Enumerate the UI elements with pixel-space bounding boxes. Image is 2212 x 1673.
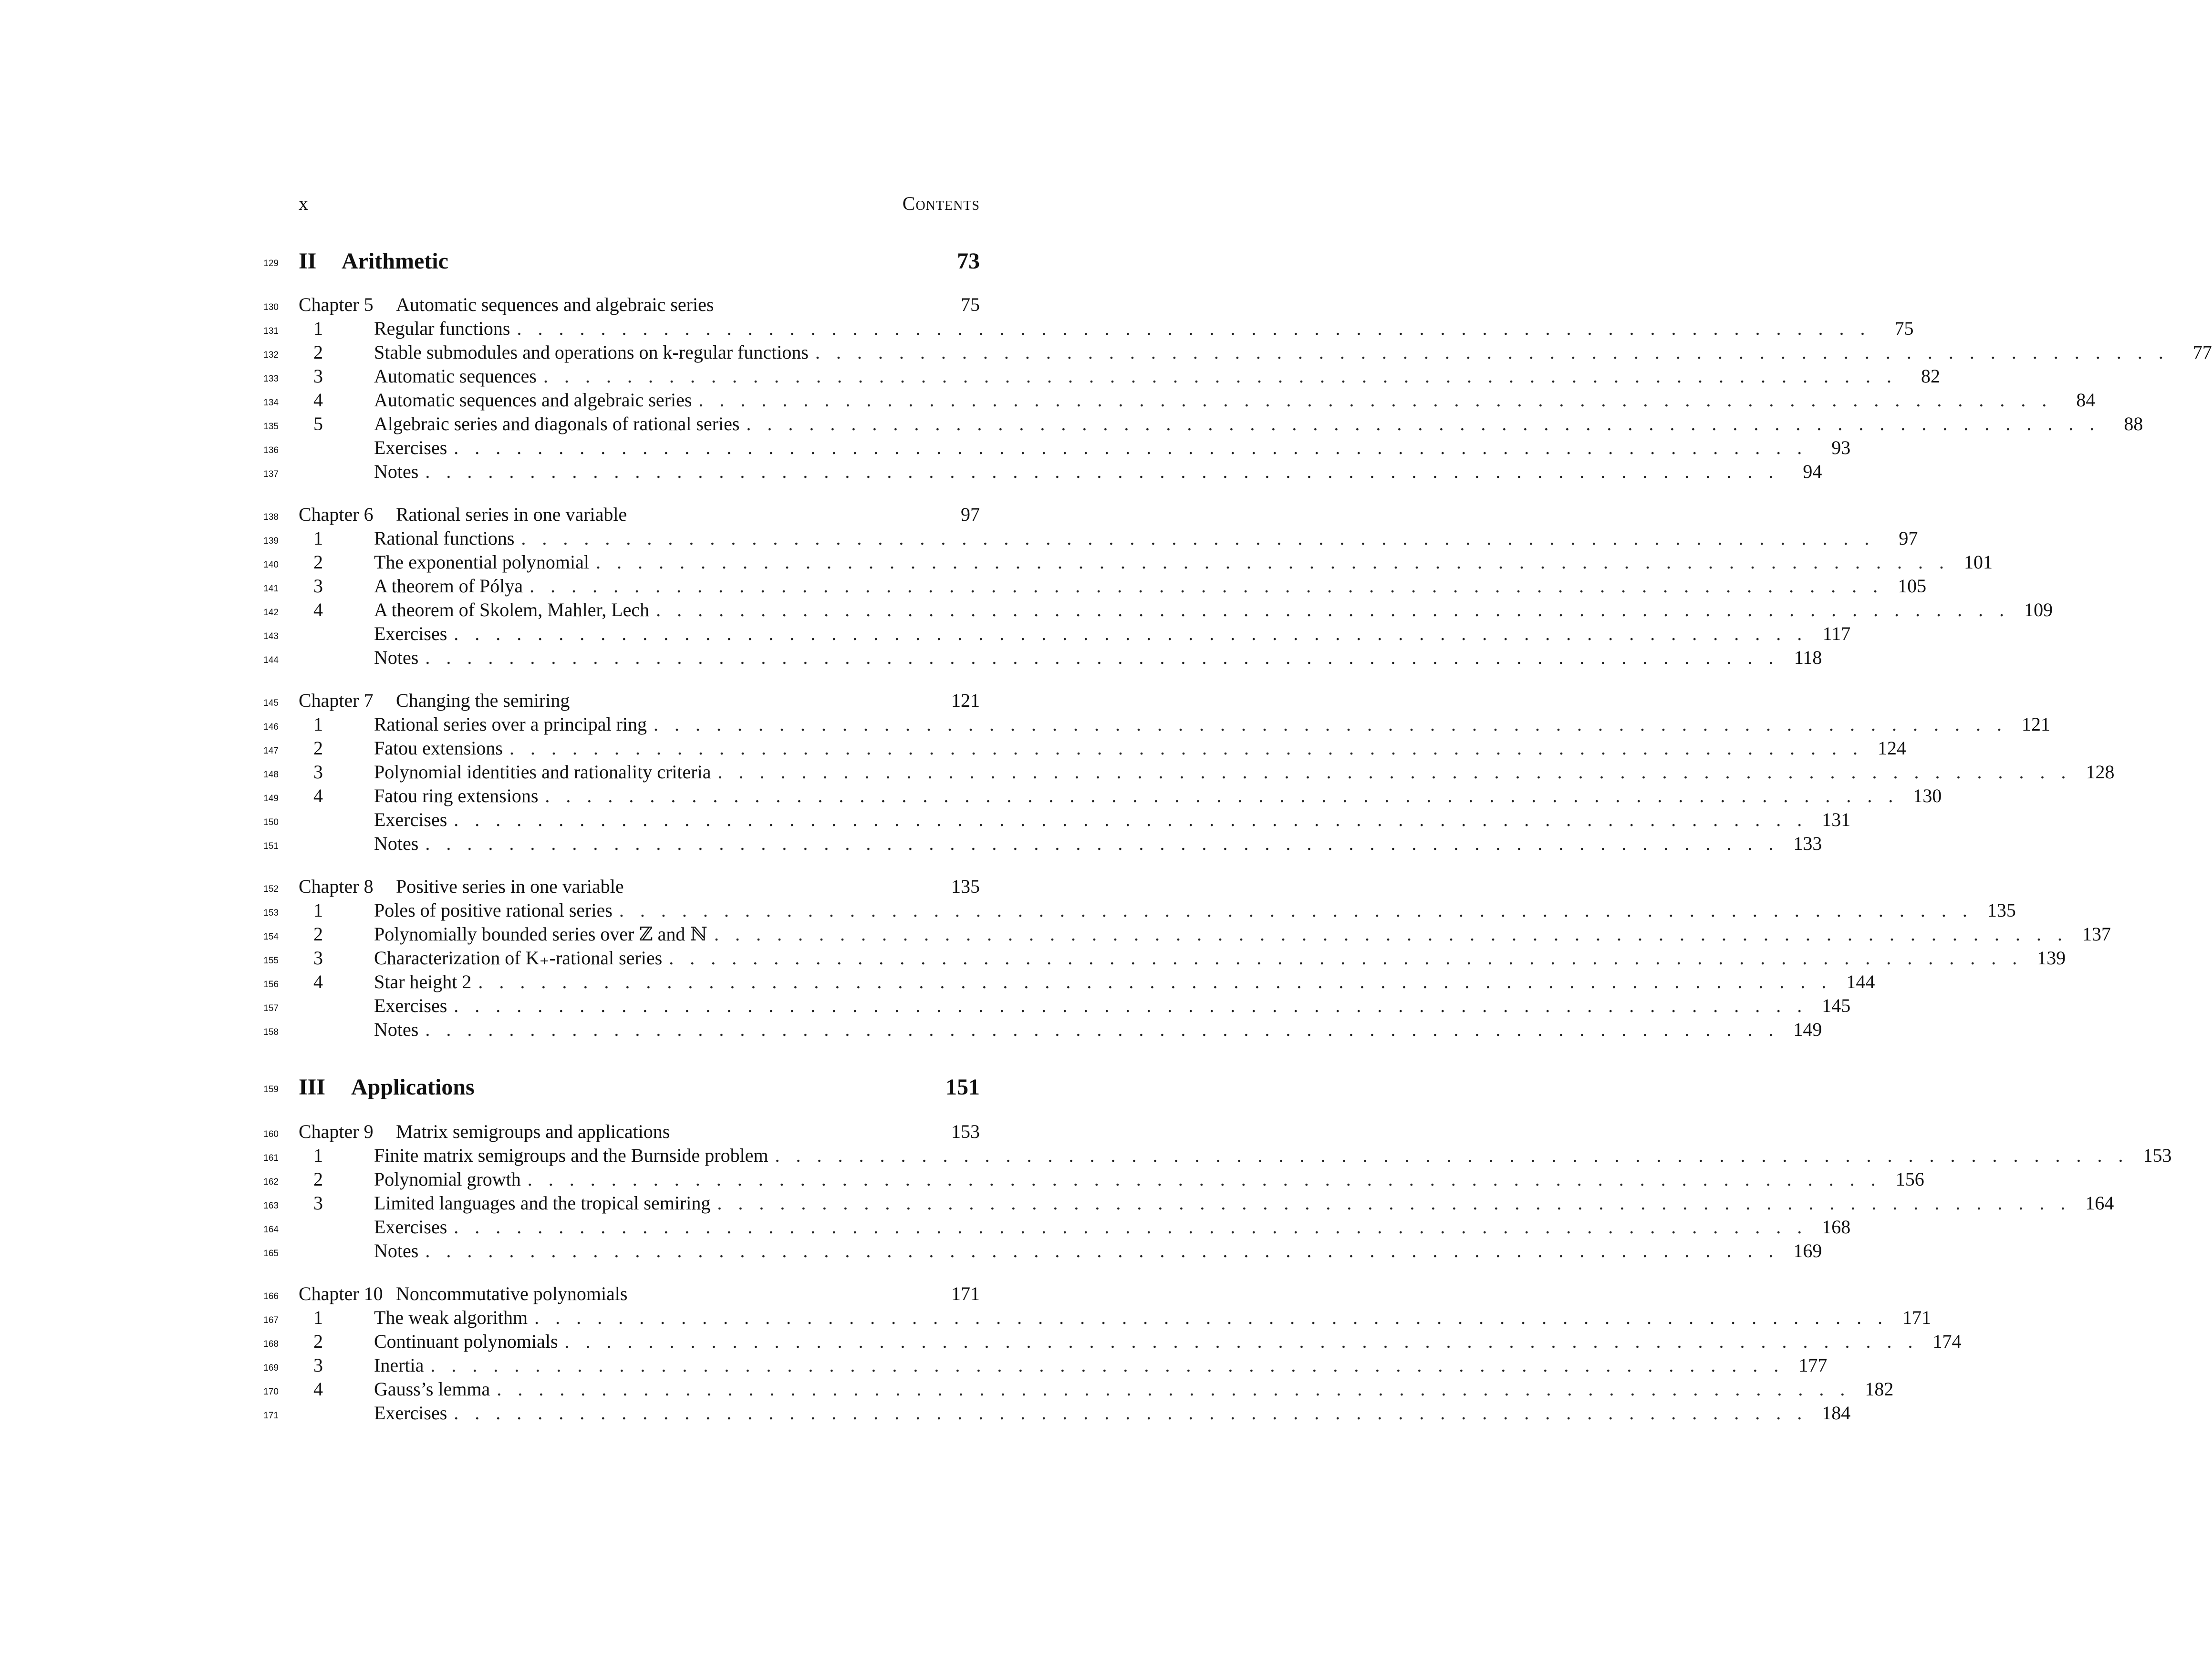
chapter-page: 75 <box>961 294 980 315</box>
toc-entry[interactable] <box>258 1401 1851 1425</box>
line-number: 133 <box>263 374 279 384</box>
section-title[interactable]: Rational functions <box>374 527 515 549</box>
line-number: 156 <box>263 980 279 990</box>
part-title[interactable]: Applications <box>351 1074 475 1100</box>
dot-leader: . . . . . . . . . . . . . . . . . . . . . . . . . . . . . . . . . . . . . . . . . . . . . . . . . . . . . . . . . . . . . . . . . <box>775 1145 2129 1166</box>
line-number: 161 <box>263 1153 279 1163</box>
section-title[interactable]: Automatic sequences and algebraic series <box>374 389 692 411</box>
dot-leader: . . . . . . . . . . . . . . . . . . . . . . . . . . . . . . . . . . . . . . . . . . . . . . . . . . . . . . . . . . . . . . . . . <box>454 809 1808 830</box>
section-number: 1 <box>313 1145 323 1166</box>
line-number: 162 <box>263 1177 279 1187</box>
section-page: 137 <box>2082 923 2111 945</box>
section-page: 184 <box>1822 1402 1851 1424</box>
chapter-page: 135 <box>951 876 980 897</box>
line-number: 134 <box>263 398 279 408</box>
section-title[interactable]: Exercises <box>374 1216 447 1238</box>
toc-entry[interactable] <box>258 784 1942 808</box>
section-page: 171 <box>1902 1307 1932 1328</box>
section-number: 3 <box>313 365 323 387</box>
section-title[interactable]: Polynomially bounded series over ℤ and ℕ <box>374 923 707 945</box>
line-number: 169 <box>263 1363 279 1373</box>
section-number: 2 <box>313 923 323 945</box>
toc-entry[interactable] <box>258 646 1822 670</box>
line-number: 168 <box>263 1339 279 1349</box>
toc-entry[interactable] <box>258 808 1851 832</box>
toc-entry[interactable] <box>258 1215 1851 1239</box>
section-page: 145 <box>1822 995 1851 1016</box>
section-page: 153 <box>2143 1145 2172 1166</box>
dot-leader: . . . . . . . . . . . . . . . . . . . . . . . . . . . . . . . . . . . . . . . . . . . . . . . . . . . . . . . . . . . . . . . . . <box>654 713 2008 735</box>
toc-entry[interactable] <box>258 598 2053 622</box>
toc-entry[interactable] <box>258 994 1851 1018</box>
chapter-page: 153 <box>951 1121 980 1142</box>
dot-leader: . . . . . . . . . . . . . . . . . . . . . . . . . . . . . . . . . . . . . . . . . . . . . . . . . . . . . . . . . . . . . . . . . <box>454 437 1808 458</box>
section-title[interactable]: Exercises <box>374 995 447 1016</box>
toc-entry[interactable] <box>258 1239 1822 1263</box>
toc-entry[interactable] <box>258 622 1851 646</box>
section-page: 82 <box>1921 365 1940 387</box>
dot-leader: . . . . . . . . . . . . . . . . . . . . . . . . . . . . . . . . . . . . . . . . . . . . . . . . . . . . . . . . . . . . . . . . . <box>717 1192 2071 1214</box>
part-page: 151 <box>945 1074 980 1100</box>
line-number: 166 <box>263 1291 279 1301</box>
dot-leader: . . . . . . . . . . . . . . . . . . . . . . . . . . . . . . . . . . . . . . . . . . . . . . . . . . . . . . . . . . . . . . . . . <box>497 1378 1851 1400</box>
line-number: 130 <box>263 302 279 312</box>
section-page: 156 <box>1895 1168 1924 1190</box>
part-number: II <box>299 248 317 274</box>
section-number: 5 <box>313 413 323 434</box>
section-page: 77 <box>2192 341 2212 363</box>
toc-entry[interactable] <box>258 898 2016 922</box>
section-number: 2 <box>313 341 323 363</box>
section-title[interactable]: Continuant polynomials <box>374 1331 558 1352</box>
line-number: 140 <box>263 560 279 570</box>
line-number: 136 <box>263 445 279 455</box>
section-page: 177 <box>1798 1354 1828 1376</box>
chapter-page: 171 <box>951 1283 980 1304</box>
line-number: 159 <box>263 1084 279 1095</box>
toc-entry[interactable] <box>258 1018 1822 1042</box>
section-number: 3 <box>313 1354 323 1376</box>
line-number: 129 <box>263 258 279 269</box>
section-title[interactable]: Notes <box>374 833 419 854</box>
dot-leader: . . . . . . . . . . . . . . . . . . . . . . . . . . . . . . . . . . . . . . . . . . . . . . . . . . . . . . . . . . . . . . . . . <box>596 551 1950 573</box>
section-page: 182 <box>1865 1378 1894 1400</box>
line-number: 151 <box>263 841 279 851</box>
section-number: 2 <box>313 1168 323 1190</box>
line-number: 146 <box>263 722 279 732</box>
dot-leader: . . . . . . . . . . . . . . . . . . . . . . . . . . . . . . . . . . . . . . . . . . . . . . . . . . . . . . . . . . . . . . . . . <box>454 623 1808 644</box>
section-page: 133 <box>1793 833 1822 854</box>
toc-entry[interactable] <box>258 550 1993 574</box>
line-number: 137 <box>263 469 279 479</box>
section-number: 4 <box>313 599 323 620</box>
chapter-heading <box>258 875 980 898</box>
toc-entry[interactable] <box>258 341 2212 364</box>
dot-leader: . . . . . . . . . . . . . . . . . . . . . . . . . . . . . . . . . . . . . . . . . . . . . . . . . . . . . . . . . . . . . . . . . <box>430 1354 1785 1376</box>
section-page: 128 <box>2086 761 2115 783</box>
line-number: 165 <box>263 1249 279 1259</box>
chapter-heading <box>258 503 980 527</box>
chapter-title[interactable]: Rational series in one variable <box>396 504 627 525</box>
section-title[interactable]: Exercises <box>374 623 447 644</box>
chapter-page: 121 <box>951 690 980 711</box>
section-number: 3 <box>313 761 323 783</box>
part-title[interactable]: Arithmetic <box>342 248 448 274</box>
section-title[interactable]: Poles of positive rational series <box>374 899 613 921</box>
dot-leader: . . . . . . . . . . . . . . . . . . . . . . . . . . . . . . . . . . . . . . . . . . . . . . . . . . . . . . . . . . . . . . . . . <box>669 947 2023 969</box>
section-page: 101 <box>1964 551 1993 573</box>
line-number: 131 <box>263 326 279 336</box>
dot-leader: . . . . . . . . . . . . . . . . . . . . . . . . . . . . . . . . . . . . . . . . . . . . . . . . . . . . . . . . . . . . . . . . . <box>454 1216 1808 1238</box>
section-page: 93 <box>1831 437 1851 458</box>
toc-entry[interactable] <box>258 1167 1924 1191</box>
chapter-label: Chapter 8 <box>299 876 374 897</box>
dot-leader: . . . . . . . . . . . . . . . . . . . . . . . . . . . . . . . . . . . . . . . . . . . . . . . . . . . . . . . . . . . . . . . . . <box>698 389 2053 411</box>
section-page: 84 <box>2076 389 2096 411</box>
toc-entry[interactable] <box>258 1353 1828 1377</box>
section-page: 121 <box>2022 713 2051 735</box>
section-title[interactable]: Fatou ring extensions <box>374 785 539 806</box>
section-page: 75 <box>1894 318 1914 339</box>
line-number: 167 <box>263 1315 279 1325</box>
section-title[interactable]: Star height 2 <box>374 971 472 992</box>
section-title[interactable]: Gauss’s lemma <box>374 1378 490 1400</box>
section-title[interactable]: Exercises <box>374 809 447 830</box>
section-page: 118 <box>1794 647 1822 668</box>
section-title[interactable]: Notes <box>374 1019 419 1040</box>
section-number: 2 <box>313 1331 323 1352</box>
section-page: 117 <box>1822 623 1851 644</box>
section-title[interactable]: Inertia <box>374 1354 424 1376</box>
chapter-title[interactable]: Matrix semigroups and applications <box>396 1121 670 1142</box>
page-numeral: x <box>299 193 308 214</box>
toc-entry[interactable] <box>258 388 2096 412</box>
section-title[interactable]: Finite matrix semigroups and the Burnside problem <box>374 1145 768 1166</box>
dot-leader: . . . . . . . . . . . . . . . . . . . . . . . . . . . . . . . . . . . . . . . . . . . . . . . . . . . . . . . . . . . . . . . . . <box>478 971 1832 992</box>
dot-leader: . . . . . . . . . . . . . . . . . . . . . . . . . . . . . . . . . . . . . . . . . . . . . . . . . . . . . . . . . . . . . . . . . <box>714 923 2068 945</box>
line-number: 152 <box>263 884 279 894</box>
section-number: 1 <box>313 713 323 735</box>
dot-leader: . . . . . . . . . . . . . . . . . . . . . . . . . . . . . . . . . . . . . . . . . . . . . . . . . . . . . . . . . . . . . . . . . <box>425 461 1779 482</box>
toc-entry[interactable] <box>258 317 1914 341</box>
line-number: 149 <box>263 794 279 804</box>
line-number: 135 <box>263 422 279 432</box>
part-number: III <box>299 1074 326 1100</box>
chapter-heading <box>258 1282 980 1306</box>
section-number: 3 <box>313 575 323 597</box>
part-page: 73 <box>957 248 980 274</box>
section-number: 2 <box>313 737 323 759</box>
line-number: 150 <box>263 817 279 827</box>
toc-entry[interactable] <box>258 946 2066 970</box>
section-number: 4 <box>313 971 323 992</box>
section-page: 164 <box>2085 1192 2114 1214</box>
toc-entry[interactable] <box>258 527 1918 550</box>
section-title[interactable]: Exercises <box>374 1402 447 1424</box>
section-title[interactable]: Rational series over a principal ring <box>374 713 647 735</box>
section-title[interactable]: Automatic sequences <box>374 365 537 387</box>
dot-leader: . . . . . . . . . . . . . . . . . . . . . . . . . . . . . . . . . . . . . . . . . . . . . . . . . . . . . . . . . . . . . . . . . <box>454 1402 1808 1424</box>
chapter-title[interactable]: Changing the semiring <box>396 690 570 711</box>
dot-leader: . . . . . . . . . . . . . . . . . . . . . . . . . . . . . . . . . . . . . . . . . . . . . . . . . . . . . . . . . . . . . . . . . <box>746 413 2100 434</box>
section-page: 97 <box>1899 527 1918 549</box>
toc-entry[interactable] <box>258 970 1875 994</box>
toc-entry[interactable] <box>258 364 1940 388</box>
section-page: 94 <box>1803 461 1822 482</box>
line-number: 158 <box>263 1027 279 1037</box>
section-number: 4 <box>313 785 323 806</box>
toc-entry[interactable] <box>258 1330 1962 1353</box>
section-title[interactable]: Exercises <box>374 437 447 458</box>
toc-entry[interactable] <box>258 460 1822 484</box>
section-number: 1 <box>313 318 323 339</box>
dot-leader: . . . . . . . . . . . . . . . . . . . . . . . . . . . . . . . . . . . . . . . . . . . . . . . . . . . . . . . . . . . . . . . . . <box>425 1240 1779 1261</box>
part-heading <box>258 247 980 276</box>
dot-leader: . . . . . . . . . . . . . . . . . . . . . . . . . . . . . . . . . . . . . . . . . . . . . . . . . . . . . . . . . . . . . . . . . <box>425 1019 1779 1040</box>
section-page: 144 <box>1846 971 1875 992</box>
dot-leader: . . . . . . . . . . . . . . . . . . . . . . . . . . . . . . . . . . . . . . . . . . . . . . . . . . . . . . . . . . . . . . . . . <box>454 995 1808 1016</box>
section-title[interactable]: Notes <box>374 1240 419 1261</box>
line-number: 163 <box>263 1201 279 1211</box>
line-number: 155 <box>263 956 279 966</box>
section-page: 135 <box>1987 899 2016 921</box>
line-number: 171 <box>263 1411 279 1421</box>
dot-leader: . . . . . . . . . . . . . . . . . . . . . . . . . . . . . . . . . . . . . . . . . . . . . . . . . . . . . . . . . . . . . . . . . <box>545 785 1899 806</box>
toc-entry[interactable] <box>258 760 2115 784</box>
dot-leader: . . . . . . . . . . . . . . . . . . . . . . . . . . . . . . . . . . . . . . . . . . . . . . . . . . . . . . . . . . . . . . . . . <box>656 599 2010 620</box>
section-title[interactable]: Notes <box>374 647 419 668</box>
section-number: 3 <box>313 947 323 969</box>
section-page: 139 <box>2037 947 2066 969</box>
section-page: 174 <box>1932 1331 1962 1352</box>
chapter-page: 97 <box>961 504 980 525</box>
line-number: 139 <box>263 536 279 546</box>
section-number: 1 <box>313 1307 323 1328</box>
toc-entry[interactable] <box>258 713 2051 736</box>
section-title[interactable]: A theorem of Skolem, Mahler, Lech <box>374 599 650 620</box>
section-title[interactable]: Notes <box>374 461 419 482</box>
section-number: 4 <box>313 1378 323 1400</box>
line-number: 141 <box>263 584 279 594</box>
line-number: 154 <box>263 932 279 942</box>
dot-leader: . . . . . . . . . . . . . . . . . . . . . . . . . . . . . . . . . . . . . . . . . . . . . . . . . . . . . . . . . . . . . . . . . <box>717 761 2072 783</box>
section-page: 131 <box>1822 809 1851 830</box>
toc-entry[interactable] <box>258 1191 2114 1215</box>
dot-leader: . . . . . . . . . . . . . . . . . . . . . . . . . . . . . . . . . . . . . . . . . . . . . . . . . . . . . . . . . . . . . . . . . <box>517 318 1871 339</box>
section-page: 149 <box>1793 1019 1822 1040</box>
section-title[interactable]: Polynomial identities and rationality criteria <box>374 761 711 783</box>
section-title[interactable]: Algebraic series and diagonals of rational series <box>374 413 740 434</box>
section-page: 130 <box>1913 785 1942 806</box>
section-page: 105 <box>1898 575 1927 597</box>
section-title[interactable]: Stable submodules and operations on k-regular functions <box>374 341 809 363</box>
chapter-title[interactable]: Positive series in one variable <box>396 876 624 897</box>
section-title[interactable]: The exponential polynomial <box>374 551 589 573</box>
dot-leader: . . . . . . . . . . . . . . . . . . . . . . . . . . . . . . . . . . . . . . . . . . . . . . . . . . . . . . . . . . . . . . . . . <box>425 647 1779 668</box>
section-page: 109 <box>2024 599 2053 620</box>
line-number: 145 <box>263 698 279 708</box>
dot-leader: . . . . . . . . . . . . . . . . . . . . . . . . . . . . . . . . . . . . . . . . . . . . . . . . . . . . . . . . . . . . . . . . . <box>815 341 2169 363</box>
dot-leader: . . . . . . . . . . . . . . . . . . . . . . . . . . . . . . . . . . . . . . . . . . . . . . . . . . . . . . . . . . . . . . . . . <box>543 365 1897 387</box>
toc-entry[interactable] <box>258 1377 1894 1401</box>
toc-entry[interactable] <box>258 412 2143 436</box>
section-title[interactable]: The weak algorithm <box>374 1307 528 1328</box>
section-title[interactable]: A theorem of Pólya <box>374 575 523 597</box>
dot-leader: . . . . . . . . . . . . . . . . . . . . . . . . . . . . . . . . . . . . . . . . . . . . . . . . . . . . . . . . . . . . . . . . . <box>619 899 1973 921</box>
toc-entry[interactable] <box>258 832 1822 856</box>
dot-leader: . . . . . . . . . . . . . . . . . . . . . . . . . . . . . . . . . . . . . . . . . . . . . . . . . . . . . . . . . . . . . . . . . <box>521 527 1875 549</box>
running-title: Contents <box>902 193 980 214</box>
line-number: 143 <box>263 631 279 641</box>
chapter-label: Chapter 5 <box>299 294 374 315</box>
chapter-heading <box>258 1120 980 1144</box>
dot-leader: . . . . . . . . . . . . . . . . . . . . . . . . . . . . . . . . . . . . . . . . . . . . . . . . . . . . . . . . . . . . . . . . . <box>564 1331 1919 1352</box>
chapter-label: Chapter 10 <box>299 1283 383 1304</box>
line-number: 157 <box>263 1003 279 1013</box>
section-page: 124 <box>1877 737 1906 759</box>
section-title[interactable]: Fatou extensions <box>374 737 503 759</box>
toc-entry[interactable] <box>258 1306 1932 1330</box>
section-title[interactable]: Characterization of K₊-rational series <box>374 947 663 969</box>
line-number: 148 <box>263 770 279 780</box>
section-number: 3 <box>313 1192 323 1214</box>
chapter-title[interactable]: Noncommutative polynomials <box>396 1283 628 1304</box>
line-number: 144 <box>263 655 279 665</box>
chapter-heading <box>258 689 980 713</box>
dot-leader: . . . . . . . . . . . . . . . . . . . . . . . . . . . . . . . . . . . . . . . . . . . . . . . . . . . . . . . . . . . . . . . . . <box>509 737 1863 759</box>
line-number: 147 <box>263 746 279 756</box>
line-number: 164 <box>263 1225 279 1235</box>
section-title[interactable]: Polynomial growth <box>374 1168 521 1190</box>
chapter-label: Chapter 9 <box>299 1121 374 1142</box>
line-number: 138 <box>263 512 279 522</box>
section-title[interactable]: Regular functions <box>374 318 510 339</box>
toc-entry[interactable] <box>258 436 1851 460</box>
toc-entry[interactable] <box>258 1144 2172 1167</box>
section-title[interactable]: Limited languages and the tropical semiring <box>374 1192 711 1214</box>
line-number: 170 <box>263 1387 279 1397</box>
line-number: 153 <box>263 908 279 918</box>
toc-entry[interactable] <box>258 922 2111 946</box>
section-number: 4 <box>313 389 323 411</box>
line-number: 142 <box>263 608 279 618</box>
chapter-label: Chapter 6 <box>299 504 374 525</box>
running-head <box>299 192 980 216</box>
section-page: 169 <box>1793 1240 1822 1261</box>
part-heading <box>258 1073 980 1102</box>
toc-entry[interactable] <box>258 736 1906 760</box>
section-page: 88 <box>2124 413 2143 434</box>
dot-leader: . . . . . . . . . . . . . . . . . . . . . . . . . . . . . . . . . . . . . . . . . . . . . . . . . . . . . . . . . . . . . . . . . <box>534 1307 1889 1328</box>
section-page: 168 <box>1822 1216 1851 1238</box>
toc-entry[interactable] <box>258 574 1927 598</box>
section-number: 1 <box>313 527 323 549</box>
section-number: 2 <box>313 551 323 573</box>
dot-leader: . . . . . . . . . . . . . . . . . . . . . . . . . . . . . . . . . . . . . . . . . . . . . . . . . . . . . . . . . . . . . . . . . <box>527 1168 1881 1190</box>
chapter-title[interactable]: Automatic sequences and algebraic series <box>396 294 714 315</box>
dot-leader: . . . . . . . . . . . . . . . . . . . . . . . . . . . . . . . . . . . . . . . . . . . . . . . . . . . . . . . . . . . . . . . . . <box>530 575 1884 597</box>
chapter-label: Chapter 7 <box>299 690 374 711</box>
dot-leader: . . . . . . . . . . . . . . . . . . . . . . . . . . . . . . . . . . . . . . . . . . . . . . . . . . . . . . . . . . . . . . . . . <box>425 833 1779 854</box>
line-number: 160 <box>263 1129 279 1139</box>
line-number: 132 <box>263 350 279 360</box>
chapter-heading <box>258 293 980 317</box>
section-number: 1 <box>313 899 323 921</box>
